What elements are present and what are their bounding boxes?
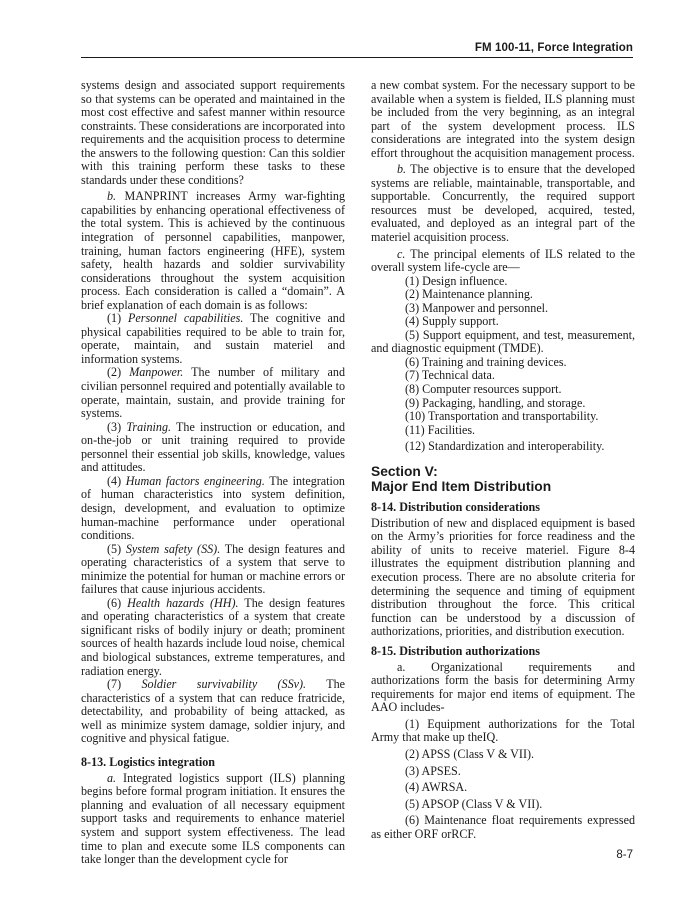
domain-text: The instruction or education, and on-the-job or unit training required to provide personnel their essential job skills, knowledge, values and attitudes. [81, 419, 346, 475]
ils-element-item: (11) Facilities. [405, 422, 476, 437]
running-header-title: FM 100-11, Force Integration [474, 42, 633, 54]
ils-element-item: (10) Transportation and transportability. [405, 409, 599, 424]
ils-element-item: (9) Packaging, handling, and storage. [405, 395, 586, 410]
domain-term: Soldier survivability (SSv). [141, 677, 307, 692]
domain-text: The design features and operating characteristics of a system that serve to minimize the potential for human or machine errors or failures that cause injurious accidents. [81, 541, 345, 597]
authorization-item: (4) AWRSA. [405, 780, 468, 795]
authorization-item: (5) APSOP (Class V & VII). [405, 796, 543, 811]
manprint-paragraph [81, 190, 345, 312]
authorization-item: (3) APSES. [405, 763, 461, 778]
domain-number: (5) [107, 541, 126, 556]
domain-term: Training. [126, 419, 172, 434]
domain-number: (2) [107, 365, 130, 380]
ils-element-item: (8) Computer resources support. [405, 382, 562, 397]
domain-number: (1) [107, 311, 128, 326]
para-b-text: MANPRINT increases Army war-fighting capabilities by enhancing operational effectiveness of the total system. This is achieved by the continuous integration of personnel capabilities, manpower, training, human factors engineering (HFE), system safety, health hazards and soldier survivability considerations throughout the system acquisition process. Each consideration is called a “domain”. A brief explanation of each domain is as follows: [81, 189, 345, 312]
domain-number: (3) [107, 419, 127, 434]
ils-element-item: (5) Support equipment, and test, measurement, and diagnostic equipment (TMDE). [371, 327, 635, 356]
ils-paragraph-c [371, 248, 635, 275]
ils-paragraph-b [371, 163, 635, 244]
authorization-item: (6) Maintenance float requirements expressed as either ORF orRCF. [371, 813, 635, 841]
header-rule [81, 57, 633, 58]
heading-8-15: 8-15. Distribution authorizations [371, 643, 540, 658]
authorization-item: (2) APSS (Class V & VII). [405, 746, 535, 761]
para-b-text: The objective is to ensure that the developed systems are reliable, maintainable, transportable, and supportable. Concurrently, the required support resources must be developed, acquired, tested, evaluated, and deployed as an integral part of the materiel acquisition process. [371, 162, 635, 245]
section-title-line-1: Section V: [371, 463, 438, 479]
distribution-paragraph: Distribution of new and displaced equipment is based on the Army’s priorities for force readiness and the ability of units to receive materiel. Figure 8-4 illustrates the equipment distribution planning and execution process. There are no absolute criteria for determining the sequence and timing of equipment distribution throughout the force. This critical function can be understood by a discussion of authorizations, priorities, and distribution execution. [371, 515, 635, 639]
para-c-text: The principal elements of ILS related to the overall system life-cycle are— [371, 246, 635, 275]
authorization-item: (1) Equipment authorizations for the Total Army that make up theIQ. [371, 716, 635, 745]
left-column [81, 79, 345, 867]
ils-element-item: (7) Technical data. [405, 368, 495, 383]
domain-number: (7) [107, 677, 142, 692]
ils-element-item: (3) Manpower and personnel. [405, 300, 549, 315]
page-number: 8-7 [616, 849, 633, 861]
ils-element-item: (2) Maintenance planning. [405, 287, 533, 302]
para-b-label: b. [107, 189, 117, 204]
domain-item [81, 366, 345, 420]
domain-term: Human factors engineering. [125, 473, 265, 488]
domain-term: Personnel capabilities. [127, 311, 244, 326]
domain-text: The cognitive and physical capabilities required to be able to train for, operate, maintain, and sustain materiel and information systems. [81, 311, 346, 366]
section-title [371, 464, 635, 494]
domain-item [81, 421, 345, 475]
para-a-label: a. [107, 770, 117, 785]
domain-term: Manpower. [129, 365, 184, 380]
domain-number: (4) [107, 473, 126, 488]
domain-text: The characteristics of a system that can reduce fratricide, detectability, and probability of being attacked, as well as minimize system damage, soldier injury, and cognitive and physical fatigue. [81, 677, 346, 746]
domain-term: Health hazards (HH). [127, 595, 239, 610]
domain-item [81, 475, 345, 543]
para-b-label: b. [397, 162, 407, 177]
domain-term: System safety (SS). [125, 541, 221, 556]
authorizations-paragraph: a. Organizational requirements and authorizations form the basis for determining Army requirements for major end items of equipment. The AAO includes- [371, 659, 635, 715]
heading-8-13: 8-13. Logistics integration [81, 754, 216, 769]
domain-text: The design features and operating characteristics of a system that create significant risks of bodily injury or death; prominent sources of health hazards include loud noise, chemical and biological substances, extreme temperatures, and radiation energy. [81, 595, 345, 678]
ils-element-item: (6) Training and training devices. [405, 354, 567, 369]
right-column [371, 79, 635, 841]
heading-8-14: 8-14. Distribution considerations [371, 499, 540, 514]
domain-item [81, 678, 345, 746]
intro-paragraph: systems design and associated support requirements so that systems can be operated and maintained in the most cost effective and safest manner within resource constraints. These considerations are incorporated into requirements and the acquisition process to determine the answers to the following question: Can this soldier with this training perform these tasks to these standards under these conditions? [81, 78, 345, 187]
ils-element-item: (12) Standardization and interoperability. [405, 439, 605, 454]
para-c-label: c. [397, 246, 406, 261]
continuation-paragraph: a new combat system. For the necessary support to be available when a system is fielded, ILS planning must be included from the very beginning, as an integral part of the system development process. ILS considerations are integrated into the system design effort throughout the acquisition management process. [371, 78, 635, 160]
domain-number: (6) [107, 595, 128, 610]
ils-element-item: (4) Supply support. [405, 314, 499, 329]
ils-paragraph-a [81, 772, 345, 867]
domain-text: The integration of human characteristics into system definition, design, development, and evaluation to optimize human-machine performance under operational conditions. [81, 473, 345, 543]
domain-text: The number of military and civilian personnel required and potentially available to operate, maintain, sustain, and provide training for systems. [81, 365, 346, 421]
domain-item [81, 543, 345, 597]
ils-element-item: (1) Design influence. [405, 273, 508, 288]
section-title-line-2: Major End Item Distribution [371, 478, 552, 494]
para-a-text: Integrated logistics support (ILS) planning begins before formal program initiation. It ensures the planning and evaluation of all necessary equipment support tasks and requirements to enhance materiel system and support system effectiveness. The lead time to plan and execute some ILS components can take longer than the development cycle for [81, 770, 345, 867]
domain-item [81, 312, 345, 366]
domain-item [81, 597, 345, 678]
